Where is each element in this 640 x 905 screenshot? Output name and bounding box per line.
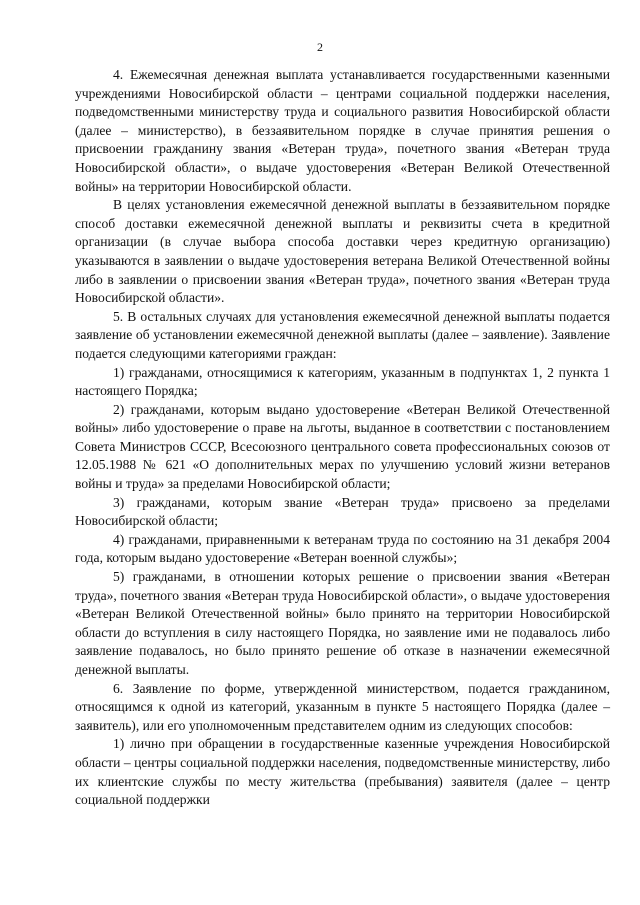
paragraph-6-item-1: 1) лично при обращении в государственные казенные учреждения Новосибирской области – центры социальной поддержки населения, подведомственные министерству, либо их клиентские службы по месту жительства (пребывания) заявителя (далее – центр социальной поддержки: [75, 736, 610, 808]
paragraph-6: 6. Заявление по форме, утвержденной министерством, подается гражданином, относящимся к одной из категорий, указанным в пункте 5 настоящего Порядка (далее – заявитель), или его уполномоченным представителем одним из следующих способов:: [75, 680, 610, 733]
page-number: 2: [317, 40, 323, 54]
document-body: [75, 66, 610, 810]
paragraph-5-item-2: 2) гражданами, которым выдано удостоверение «Ветеран Великой Отечественной войны» либо удостоверение о праве на льготы, выданное в соответствии с постановлением Совета Министров СССР, Всесоюзного центрального совета профессиональных союзов от 12.05.1988 № 621 «О дополнительных мерах по улучшению условий жизни ветеранов войны и труда» за пределами Новосибирской области;: [75, 401, 610, 492]
paragraph-5-item-1: 1) гражданами, относящимися к категориям, указанным в подпунктах 1, 2 пункта 1 настоящего Порядка;: [75, 364, 610, 399]
paragraph-5: 5. В остальных случаях для установления ежемесячной денежной выплаты подается заявление об установлении ежемесячной денежной выплаты (далее – заявление). Заявление подается следующими категориями граждан:: [75, 308, 610, 361]
paragraph-4-continued: В целях установления ежемесячной денежной выплаты в беззаявительном порядке способ доставки ежемесячной денежной выплаты и реквизиты счета в кредитной организации (в случае выбора способа доставки через кредитную организацию) указываются в заявлении о выдаче удостоверения ветерана Великой Отечественной войны либо в заявлении о присвоении звания «Ветеран труда», почетного звания «Ветеран труда Новосибирской области».: [75, 197, 610, 306]
paragraph-5-item-4: 4) гражданами, приравненными к ветеранам труда по состоянию на 31 декабря 2004 года, которым выдано удостоверение «Ветеран военной службы»;: [75, 531, 610, 566]
paragraph-5-item-3: 3) гражданами, которым звание «Ветеран труда» присвоено за пределами Новосибирской области;: [75, 494, 610, 529]
paragraph-5-item-5: 5) гражданами, в отношении которых решение о присвоении звания «Ветеран труда», почетного звания «Ветеран труда Новосибирской области», о выдаче удостоверения «Ветеран Великой Отечественной войны» было принято на территории Новосибирской области до вступления в силу настоящего Порядка, но заявление ими не подавалось либо заявление подавалось, но было принято решение об отказе в назначении ежемесячной денежной выплаты.: [75, 569, 610, 677]
paragraph-4: 4. Ежемесячная денежная выплата устанавливается государственными казенными учреждениями Новосибирской области – центрами социальной поддержки населения, подведомственными министерству труда и социального развития Новосибирской области (далее – министерство), в беззаявительном порядке в случае принятия решения о присвоении гражданину звания «Ветеран труда», почетного звания «Ветеран труда Новосибирской области», о выдаче удостоверения «Ветеран Великой Отечественной войны» на территории Новосибирской области.: [75, 67, 610, 194]
